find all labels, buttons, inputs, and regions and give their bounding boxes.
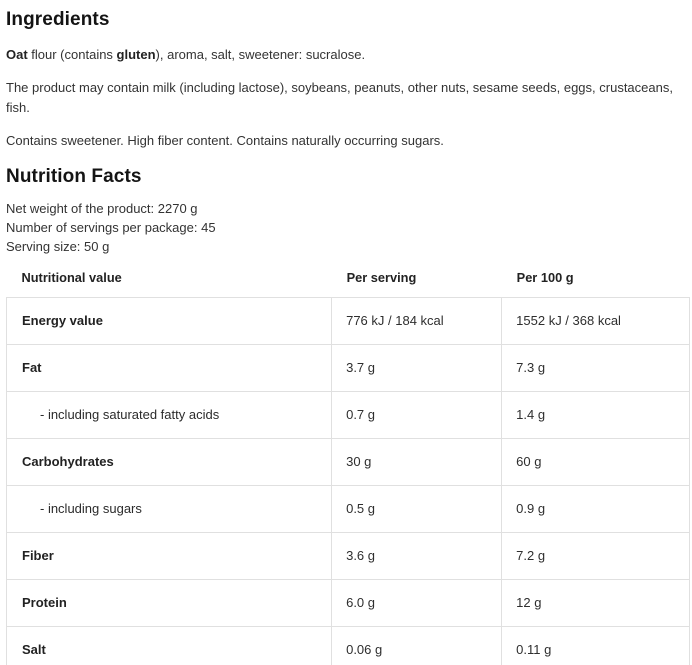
per-serving-value-cell: 3.7 g — [332, 345, 502, 392]
per-100g-value-cell: 1.4 g — [502, 392, 690, 439]
composition-segment: ), aroma, salt, sweetener: sucralose. — [155, 47, 366, 62]
header-row — [7, 256, 690, 298]
per-serving-value-cell: 0.7 g — [332, 392, 502, 439]
allergen-gluten-bold: gluten — [116, 47, 156, 62]
nutrition-table — [6, 256, 690, 665]
table-row — [7, 439, 690, 486]
allergen-warning-text: The product may contain milk (including lactose), soybeans, peanuts, other nuts, sesame seeds, eggs, crustaceans, fish. — [6, 80, 673, 115]
per-serving-value-cell: 6.0 g — [332, 580, 502, 627]
header-per-100g: Per 100 g — [516, 270, 574, 285]
table-row — [7, 392, 690, 439]
nutrient-name-cell: - including saturated fatty acids — [7, 392, 332, 439]
nutrition-table-body — [7, 298, 690, 665]
per-serving-value-cell: 3.6 g — [332, 533, 502, 580]
per-100g-value-cell: 60 g — [502, 439, 690, 486]
header-nutritional-value: Nutritional value — [21, 270, 122, 285]
table-row — [7, 627, 690, 665]
table-row — [7, 580, 690, 627]
nutrient-name-cell: Fat — [7, 345, 332, 392]
header-per-serving: Per serving — [346, 270, 417, 285]
per-serving-value-cell: 0.5 g — [332, 486, 502, 533]
nutrient-name-cell: Carbohydrates — [7, 439, 332, 486]
nutrient-name-cell: Fiber — [7, 533, 332, 580]
nutrient-name-cell: - including sugars — [7, 486, 332, 533]
nutrition-facts-section — [6, 164, 690, 665]
per-100g-value-cell: 7.2 g — [502, 533, 690, 580]
nutrient-name-cell: Protein — [7, 580, 332, 627]
per-serving-value-cell: 776 kJ / 184 kcal — [332, 298, 502, 345]
nutrition-facts-title: Nutrition Facts — [6, 166, 142, 187]
composition-segment: flour (contains — [27, 47, 117, 62]
table-row — [7, 533, 690, 580]
ingredients-composition — [6, 45, 690, 65]
serving-size-line: Serving size: 50 g — [6, 239, 110, 254]
table-row — [7, 486, 690, 533]
net-weight-line: Net weight of the product: 2270 g — [6, 201, 198, 216]
ingredient-oat-bold: Oat — [6, 47, 28, 62]
table-row — [7, 345, 690, 392]
table-row — [7, 298, 690, 345]
ingredients-title: Ingredients — [6, 9, 110, 30]
nutrition-table-header — [7, 256, 690, 298]
ingredients-section — [6, 7, 690, 151]
per-100g-value-cell: 12 g — [502, 580, 690, 627]
per-100g-value-cell: 0.11 g — [502, 627, 690, 665]
per-100g-value-cell: 1552 kJ / 368 kcal — [502, 298, 690, 345]
per-serving-value-cell: 0.06 g — [332, 627, 502, 665]
additional-notes-text: Contains sweetener. High fiber content. Contains naturally occurring sugars. — [6, 133, 444, 148]
servings-per-package-line: Number of servings per package: 45 — [6, 220, 216, 235]
nutrient-name-cell: Energy value — [7, 298, 332, 345]
per-100g-value-cell: 7.3 g — [502, 345, 690, 392]
nutrient-name-cell: Salt — [7, 627, 332, 665]
per-serving-value-cell: 30 g — [332, 439, 502, 486]
per-100g-value-cell: 0.9 g — [502, 486, 690, 533]
